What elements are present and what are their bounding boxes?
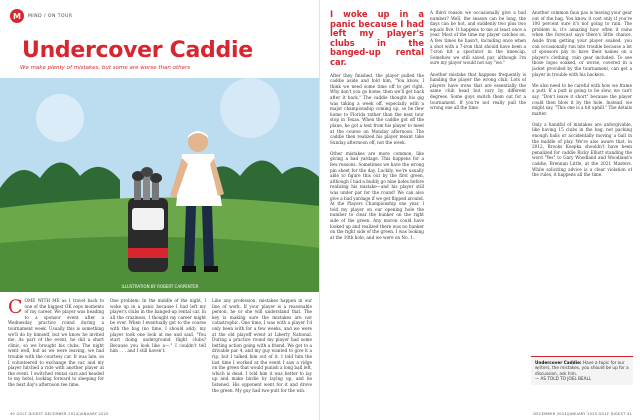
text-column	[330, 10, 424, 240]
column-text: After they finished, the player pulled the caddie aside and told him, "You know, I think we need some time off to get right. Why don't you go home, then we'll get back after it back." The caddie thought his gig was taking a week off, especially with a major championship coming up, so he flew home to Florida rather than the next tour stop in Texas. When the caddie got off the plane, he got a text from his player to meet at the course on Monday afternoon. The caddie then realized his player meant take Sunday afternoon off, not the week. Other mistakes are more common, like giving a bad yardage. This happens for a few reasons. Sometimes we have the wrong pin sheet for the day. Luckily, we're usually able to figure this out by the first green, although I had a buddy go nine holes before realizing his mistake—and his player still was under par for the round! We can also give a bad yardage if we get flipped around. At the Players Championship one year, I told my player on our opening hole the number to clear the bunker on the right side of the green. Any moron could have looked up and realized there was no bunker on the right side of the green. I was looking at the 10th hole, and we were on No. 1.	[330, 72, 424, 240]
bag-panel	[132, 208, 164, 230]
caddie-leg	[202, 206, 214, 268]
left-body-text	[8, 298, 312, 393]
pull-quote: I woke up in a panic because I had left my player's clubs in the banged-up rental car.	[330, 9, 424, 67]
caddie-leg	[184, 206, 196, 268]
caddie-shoe	[182, 266, 196, 272]
sidebar-box	[531, 356, 633, 385]
left-folio: 40 GOLF DIGEST DECEMBER 2024/JANUARY 2025	[10, 412, 109, 416]
text-column: One problem: In the middle of the night, I woke up in a panic because I had left my player's clubs in the banged-up rental car. In all the craziness, I thought my career might be over. When I eventually got to the course with the bag (no time, I should add), my player took one look at me and said, "You start doing underground flight clubs? Because you look like a—." I couldn't tell him . . . and I still haven't.	[110, 298, 206, 354]
right-folio: DECEMBER 2024/JANUARY 2025 GOLF DIGEST 41	[533, 412, 632, 416]
right-body-text	[330, 10, 632, 240]
cloud	[36, 94, 84, 142]
text-column: Like any profession, mistakes happen in our line of work. If your player is a reasonable person, he or she will understand that. The key is making sure the mistakes are not catastrophic. One time, I was with a player I'd only been with for a few weeks, and we were at the old playoff event at Liberty National. During a practice round my player had some betting action going with a friend. We got to a drivable par 4, and my guy wanted to give it a rip, but I talked him out of it. I told him the last time I worked at the event I saw a ridge on the green that would punish a long ball left, which is dead. I told him it was better to lay up and make birdie by laying up, and he listened. His opponent went for it and drove the green. My guy had two-putt for the win.	[212, 298, 313, 393]
text-column: A third reason we occasionally give a bad number? Well, the season can be long, the days can be hot, and suddenly two plus two equals five. It happens to me at least once a year. Most of the time my player catches on. A few times he hasn't, including once when a shot with a 7-iron that should have been a 7-iron hit a spectator in the kneecap. Somehow we still saved par, although I'm sure my player would not say "we." Another mistake that happens frequently is handing the player the wrong club. Lots of players have irons that are essentially the same club head but vary by different degrees. Some guys switch them out for a tournament. If you're not really pull the wrong one all the time.	[430, 10, 526, 111]
section-label: MIND / ON TOUR	[28, 13, 73, 19]
illustration-credit: ILLUSTRATION BY ROBERT CARPENTER	[121, 284, 199, 289]
sidebar-text: Have a topic for our writers, the mistakes, you should be up for a discussion, ask him.	[535, 360, 629, 376]
article-deck: We make plenty of mistakes, but some are worse than others	[20, 65, 191, 71]
bag-stripe	[128, 248, 168, 258]
headcover	[150, 173, 162, 183]
article-headline: Undercover Caddie	[22, 38, 253, 63]
drop-cap: C	[8, 296, 23, 318]
sidebar-source: — AS TOLD TO JOEL BEALL	[535, 376, 592, 382]
section-header	[10, 9, 72, 23]
column-text: OME WITH ME as I travel back to one of the biggest OK oops moments of my career. We player was heading to a sponsor event after a Wednesday practice round during a tournament week. Usually this is something we'll do by himself, but we know he invited me. As part of the event, he did a short clinic, so we brought his clubs. The night went well, but as we were leaving, we had trouble with the courtesy car. It was late, so I volunteered to exchange the car, and my player hitched a ride with another player at the event. I switched rental cars and headed to my hotel, looking forward to sleeping for the next day's afternoon tee time.	[8, 298, 104, 387]
section-badge: M	[10, 9, 24, 23]
text-column: Another common faux pas is leaving your gear out of the bag. You know it cost only if you're 100 percent sure it's not going to rain. The problem is, it's amazing how often it rains when the forecast says there's little chance. Aside from getting your player soaked, you can occasionally run into trouble because a lot of sponsors pay to have their names on a player's clothing, rain gear included. To see those logos soaked, or worse, covered in a jacket provided by the tournament, can get a player in trouble with his backers. We also need to be careful with how we frame a putt. If a putt is going to be slow, we can't say, "Don't leave it short" because the player could then blow it by the hole. Instead, we might say, "This one is a bit uphill." The details matter. Only a handful of mistakes are unforgivable, like having 15 clubs in the bag, not packing enough balls or accidentally moving a ball in the middle of play. We're also aware that, in 2012, Brooks Koepka shouldn't have been penalized for caddie Ricky Elliott standing the word "Yes" to Gary Woodland and Woodland's caddie, Brennan Little, at the 2021 Masters. While soliciting advice is a clear violation of the rules, it happens all the time.	[532, 10, 632, 178]
caddie-illustration	[0, 78, 320, 292]
caddie-shoe	[204, 266, 218, 272]
sidebar-lead: Undercover Caddie:	[535, 360, 582, 365]
cloud	[220, 78, 280, 138]
club-shaft	[152, 180, 159, 200]
club-shaft	[134, 178, 141, 200]
club-shaft	[143, 174, 150, 200]
text-column	[8, 298, 104, 393]
